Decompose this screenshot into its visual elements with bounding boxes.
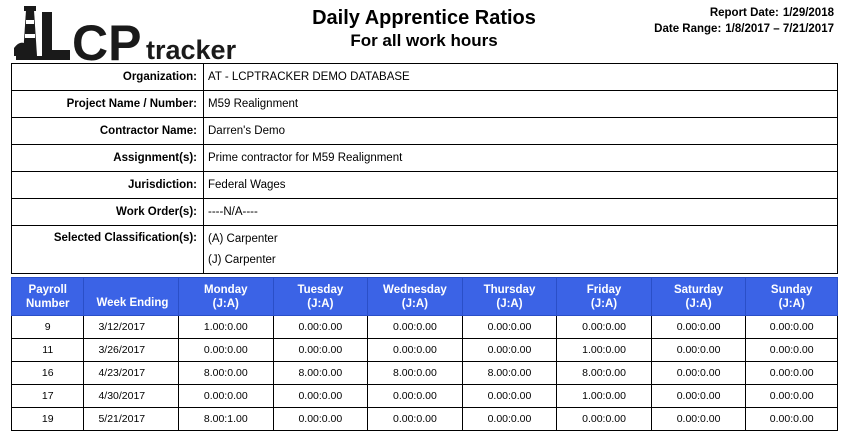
col-header-wednesday: Wednesday (J:A): [368, 278, 463, 316]
lighthouse-icon: [14, 6, 44, 60]
col-header-sunday: Sunday (J:A): [746, 278, 838, 316]
cell-friday-ratio: 1.00:0.00: [557, 385, 652, 408]
cell-friday-ratio: 1.00:0.00: [557, 339, 652, 362]
cell-friday-ratio: 8.00:0.00: [557, 362, 652, 385]
date-range-label: Date Range:: [654, 23, 722, 35]
cell-sunday-ratio: 0.00:0.00: [746, 362, 838, 385]
work-order-value: ----N/A----: [204, 199, 838, 226]
cell-saturday-ratio: 0.00:0.00: [651, 316, 746, 339]
cell-saturday-ratio: 0.00:0.00: [651, 362, 746, 385]
cell-saturday-ratio: 0.00:0.00: [651, 385, 746, 408]
cell-sunday-ratio: 0.00:0.00: [746, 408, 838, 431]
cell-week-ending: 3/26/2017: [84, 339, 179, 362]
table-row: [12, 316, 838, 339]
col-header-thursday: Thursday (J:A): [462, 278, 557, 316]
cell-sunday-ratio: 0.00:0.00: [746, 339, 838, 362]
cell-monday-ratio: 0.00:0.00: [179, 385, 274, 408]
cell-saturday-ratio: 0.00:0.00: [651, 408, 746, 431]
info-row-classifications: [12, 226, 838, 274]
cell-friday-ratio: 0.00:0.00: [557, 408, 652, 431]
report-date-value: 1/29/2018: [782, 7, 834, 19]
assignment-label: Assignment(s):: [12, 145, 204, 172]
cell-thursday-ratio: 0.00:0.00: [462, 316, 557, 339]
cell-wednesday-ratio: 0.00:0.00: [368, 385, 463, 408]
col-header-tuesday: Tuesday (J:A): [273, 278, 368, 316]
date-range-line: [654, 21, 834, 37]
cell-week-ending: 5/21/2017: [84, 408, 179, 431]
contractor-label: Contractor Name:: [12, 118, 204, 145]
report-date-label: Report Date:: [709, 7, 779, 19]
col-header-saturday: Saturday (J:A): [651, 278, 746, 316]
col-header-monday: Monday (J:A): [179, 278, 274, 316]
table-body: [12, 316, 838, 431]
organization-value: AT - LCPTRACKER DEMO DATABASE: [204, 64, 838, 91]
cell-wednesday-ratio: 8.00:0.00: [368, 362, 463, 385]
table-row: [12, 385, 838, 408]
contractor-value: Darren's Demo: [204, 118, 838, 145]
cell-tuesday-ratio: 0.00:0.00: [273, 316, 368, 339]
cell-payroll-number: 11: [12, 339, 84, 362]
cell-monday-ratio: 0.00:0.00: [179, 339, 274, 362]
cell-wednesday-ratio: 0.00:0.00: [368, 339, 463, 362]
cell-monday-ratio: 1.00:0.00: [179, 316, 274, 339]
table-row: [12, 339, 838, 362]
apprentice-ratio-table: [11, 277, 838, 431]
project-value: M59 Realignment: [204, 91, 838, 118]
cell-week-ending: 3/12/2017: [84, 316, 179, 339]
cell-saturday-ratio: 0.00:0.00: [651, 339, 746, 362]
cell-friday-ratio: 0.00:0.00: [557, 316, 652, 339]
date-range-value: 1/8/2017 – 7/21/2017: [725, 23, 834, 35]
classification-item: (J) Carpenter: [208, 253, 276, 266]
cell-sunday-ratio: 0.00:0.00: [746, 385, 838, 408]
classifications-value: [204, 226, 838, 274]
info-row-jurisdiction: [12, 172, 838, 199]
report-meta: [654, 5, 834, 37]
report-title: Daily Apprentice Ratios: [312, 7, 536, 29]
cell-sunday-ratio: 0.00:0.00: [746, 316, 838, 339]
classification-item: (A) Carpenter: [208, 232, 278, 245]
cell-tuesday-ratio: 0.00:0.00: [273, 339, 368, 362]
cell-wednesday-ratio: 0.00:0.00: [368, 316, 463, 339]
jurisdiction-value: Federal Wages: [204, 172, 838, 199]
col-header-week-ending: Week Ending: [84, 278, 179, 316]
logo-cp-text: CP: [72, 15, 142, 64]
report-info-table: [11, 63, 838, 274]
cell-payroll-number: 17: [12, 385, 84, 408]
classifications-label: Selected Classification(s):: [12, 226, 204, 274]
assignment-value: Prime contractor for M59 Realignment: [204, 145, 838, 172]
work-order-label: Work Order(s):: [12, 199, 204, 226]
cell-thursday-ratio: 8.00:0.00: [462, 362, 557, 385]
info-row-work-order: [12, 199, 838, 226]
report-subtitle: For all work hours: [350, 31, 498, 50]
cell-week-ending: 4/30/2017: [84, 385, 179, 408]
cell-tuesday-ratio: 0.00:0.00: [273, 385, 368, 408]
logo-tracker-text: tracker: [146, 35, 237, 64]
cell-thursday-ratio: 0.00:0.00: [462, 408, 557, 431]
info-row-project: [12, 91, 838, 118]
cell-payroll-number: 16: [12, 362, 84, 385]
info-row-assignment: [12, 145, 838, 172]
cell-tuesday-ratio: 8.00:0.00: [273, 362, 368, 385]
cell-monday-ratio: 8.00:1.00: [179, 408, 274, 431]
project-label: Project Name / Number:: [12, 91, 204, 118]
report-date-line: [654, 5, 834, 21]
cell-monday-ratio: 8.00:0.00: [179, 362, 274, 385]
cell-payroll-number: 9: [12, 316, 84, 339]
jurisdiction-label: Jurisdiction:: [12, 172, 204, 199]
col-header-friday: Friday (J:A): [557, 278, 652, 316]
cell-thursday-ratio: 0.00:0.00: [462, 339, 557, 362]
report-title-block: [250, 6, 598, 52]
info-row-contractor: [12, 118, 838, 145]
organization-label: Organization:: [12, 64, 204, 91]
lcptracker-logo: [12, 4, 242, 64]
cell-thursday-ratio: 0.00:0.00: [462, 385, 557, 408]
col-header-payroll: Payroll Number: [12, 278, 84, 316]
cell-payroll-number: 19: [12, 408, 84, 431]
table-row: [12, 408, 838, 431]
cell-week-ending: 4/23/2017: [84, 362, 179, 385]
cell-tuesday-ratio: 0.00:0.00: [273, 408, 368, 431]
cell-wednesday-ratio: 0.00:0.00: [368, 408, 463, 431]
table-header-row: [12, 278, 838, 316]
table-row: [12, 362, 838, 385]
info-row-organization: [12, 64, 838, 91]
